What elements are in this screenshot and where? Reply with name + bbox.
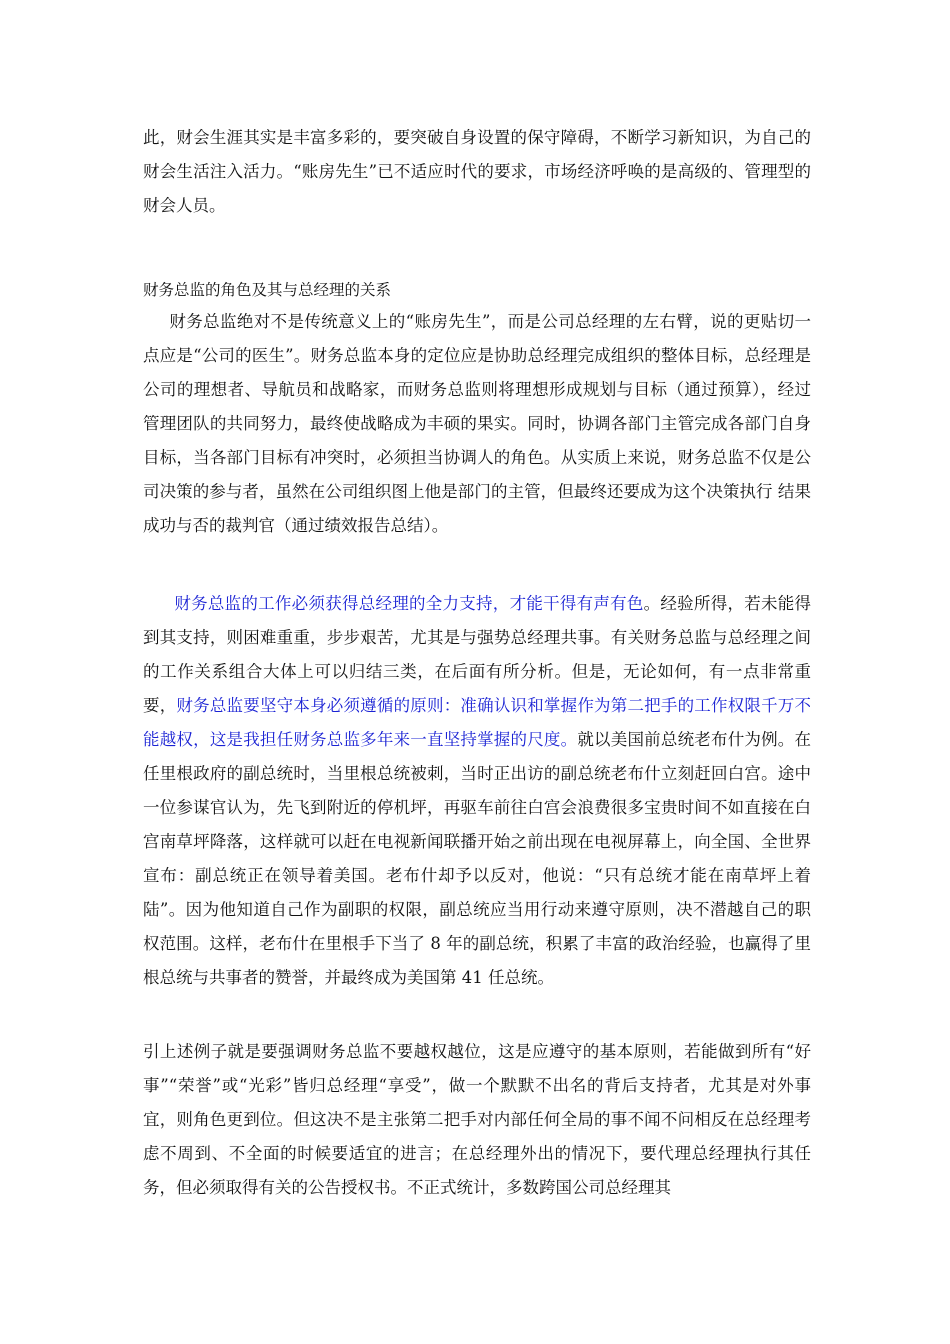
section-heading: 财务总监的角色及其与总经理的关系 [143,281,392,299]
paragraph-conclusion: 引上述例子就是要强调财务总监不要越权越位，这是应遵守的基本原则，若能做到所有“好事”“荣誉”或“光彩”皆归总经理“享受”，做一个默默不出名的背后支持者，尤其是对外事宜，则角色更到位。但这决不是主张第二把手对内部任何全局的事不闻不问相反在总经理考虑不周到、不全面的时候要适宜的进言；在总经理外出的情况下，要代理总经理执行其任务，但必须取得有关的公告授权书。不正式统计，多数跨国公司总经理其 [143,1042,811,1197]
highlighted-text-support: 财务总监的工作必须获得总经理的全力支持，才能干得有声有色 [174,594,644,613]
paragraph-working-relationship [143,587,811,995]
highlighted-text-principle: 财务总监要坚守本身必须遵循的原则：准确认识和掌握作为第二把手的工作权限千万不能越权，这是我担任财务总监多年来一直坚持掌握的尺度。 [143,696,812,749]
body-text-experience: 。经验所得，若未能得到其支持，则困难重重，步步艰苦，尤其是与强势总经理共事。有关财务总监与总经理之间的工作关系组合大体上可以归结三类，在后面有所分析。但是，无论如何，有一点非常重要， [143,594,812,715]
paragraph-role-definition: 财务总监绝对不是传统意义上的“账房先生”，而是公司总经理的左右臂，说的更贴切一点应是“公司的医生”。财务总监本身的定位应是协助总经理完成组织的整体目标，总经理是公司的理想者、导航员和战略家，而财务总监则将理想形成规划与目标（通过预算），经过管理团队的共同努力，最终使战略成为丰硕的果实。同时，协调各部门主管完成各部门自身目标，当各部门目标有冲突时，必须担当协调人的角色。从实质上来说，财务总监不仅是公司决策的参与者，虽然在公司组织图上他是部门的主管，但最终还要成为这个决策执行 结果成功与否的裁判官（通过绩效报告总结）。 [143,312,811,535]
intro-paragraph: 此，财会生涯其实是丰富多彩的，要突破自身设置的保守障碍，不断学习新知识，为自己的财会生活注入活力。“账房先生”已不适应时代的要求，市场经济呼唤的是高级的、管理型的财会人员。 [143,128,811,215]
body-text-bush-example: 就以美国前总统老布什为例。在任里根政府的副总统时，当里根总统被刺，当时正出访的副总统老布什立刻赶回白宫。途中一位参谋官认为，先飞到附近的停机坪，再驱车前往白宫会浪费很多宝贵时间不如直接在白宫南草坪降落，这样就可以赶在电视新闻联播开始之前出现在电视屏幕上，向全国、全世界宣布：副总统正在领导着美国。老布什却予以反对，他说：“只有总统才能在南草坪上着陆”。因为他知道自己作为副职的权限，副总统应当用行动来遵守原则，决不潜越自己的职权范围。这样，老布什在里根手下当了 8 年的副总统，积累了丰富的政治经验，也赢得了里根总统与共事者的赞誉，并最终成为美国第 41 任总统。 [143,730,812,987]
